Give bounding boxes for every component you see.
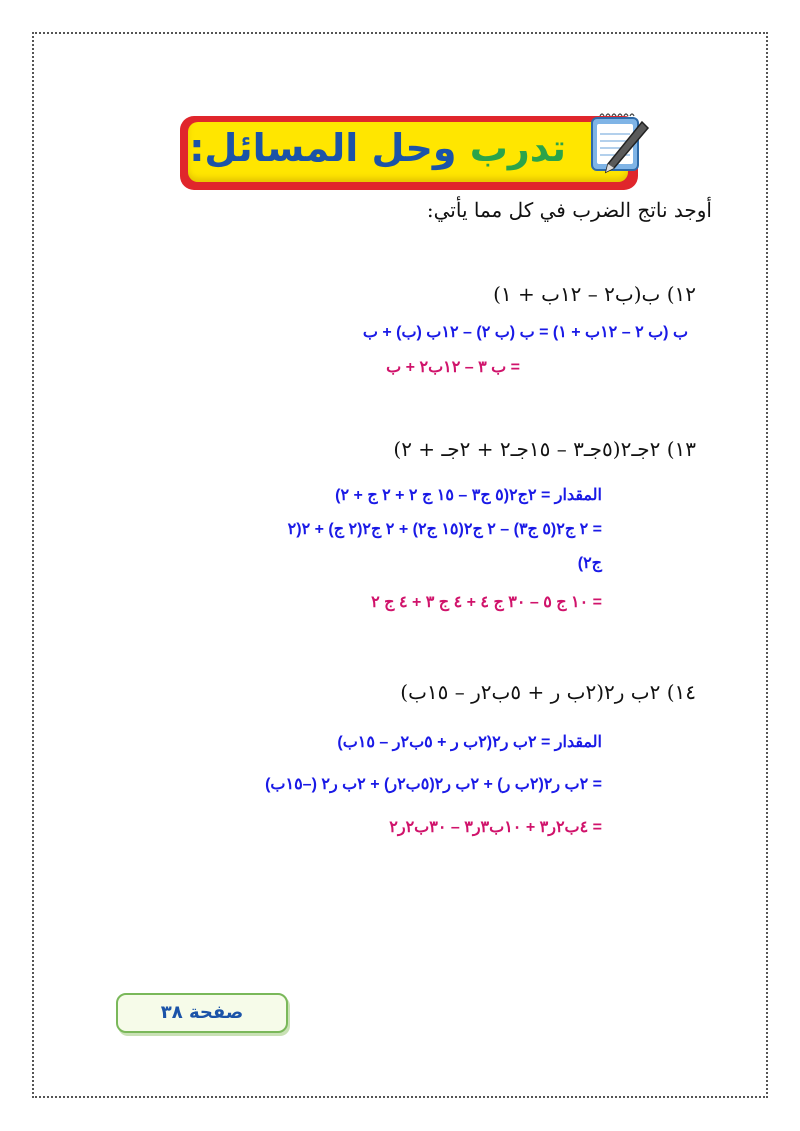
problem-14-result: = ٤ب٢ر٣ + ١٠ب٣ر٣ – ٣٠ب٢ر٢ xyxy=(389,819,602,836)
instruction-text: أوجد ناتج الضرب في كل مما يأتي: xyxy=(426,198,712,222)
notepad-pen-icon xyxy=(584,108,654,178)
problem-14-statement: ١٤) ٢ب ر٢(٢ب ر + ٥ب٢ر – ١٥ب) xyxy=(400,680,696,704)
problem-14-solution-line-1: المقدار = ٢ب ر٢(٢ب ر + ٥ب٢ر – ١٥ب) xyxy=(337,734,602,751)
problem-12-result: = ب ٣ – ١٢ب٢ + ب xyxy=(386,359,520,376)
problem-12-solution-line-1: ب (ب ٢ – ١٢ب + ١) = ب (ب ٢) – ١٢ب (ب) + ب xyxy=(362,324,688,341)
header-banner xyxy=(180,116,638,190)
problem-12-statement: ١٢) ب(ب٢ – ١٢ب + ١) xyxy=(493,282,696,306)
title-part-1: تدرب xyxy=(469,126,566,170)
problem-13-result: = ١٠ ج ٥ – ٣٠ ج ٤ + ٤ ج ٣ + ٤ ج ٢ xyxy=(371,594,602,611)
problem-13-solution-line-3: ج٢) xyxy=(577,555,602,572)
title-part-2: وحل المسائل: xyxy=(189,126,470,170)
problem-13-statement: ١٣) ٢جـ٢(٥جـ٣ – ١٥جـ٢ + ٢جـ + ٢) xyxy=(393,437,696,461)
problem-14-solution-line-2: = ٢ب ر٢(٢ب ر) + ٢ب ر٢(٥ب٢ر) + ٢ب ر٢ (–١٥ب) xyxy=(265,776,602,793)
problem-13-solution-line-2: = ٢ ج٢(٥ ج٣) – ٢ ج٢(١٥ ج٢) + ٢ ج٢(٢ ج) + ٢(٢ xyxy=(287,521,602,538)
page-border xyxy=(32,32,768,1098)
problem-13-solution-line-1: المقدار = ٢ج٢(٥ ج٣ – ١٥ ج ٢ + ٢ ج + ٢) xyxy=(335,487,602,504)
page-number-box xyxy=(116,993,288,1033)
page-title xyxy=(189,120,566,176)
page-number: صفحة ٣٨ xyxy=(160,1002,244,1023)
